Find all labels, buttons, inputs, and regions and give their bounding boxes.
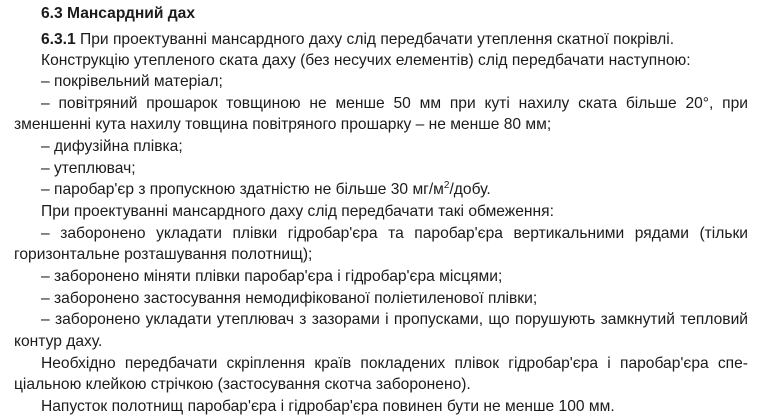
restriction-vertical-rows-line1: – заборонено укладати плівки гідробар'єра та паробар'єра вертикальними рядами (тільки <box>41 225 748 242</box>
restriction-vertical-rows-line2: горизонтальне розташування полотнищ); <box>14 246 313 263</box>
restriction-swap-films: – заборонено міняти плівки паробар'єра і гідробар'єра місцями; <box>41 268 503 285</box>
restriction-gaps-line1: – заборонено укладати утеплювач з зазорами і пропусками, що порушують замкнутий тепловий <box>41 311 748 328</box>
restrictions-intro: При проектуванні мансардного даху слід передбачати такі обмеження: <box>41 203 554 220</box>
vapor-barrier-unit: /добу. <box>449 181 491 198</box>
roof-construction-intro: Конструкцію утепленого ската даху (без несучих елементів) слід передбачати наступною: <box>41 52 691 69</box>
vapor-barrier-text: – паробар'єр з пропускною здатністю не більше 30 мг/м <box>41 181 444 198</box>
edges-paragraph-line2: ціальною клейкою стрічкою (застосування скотча заборонено). <box>14 376 471 393</box>
overlap-paragraph: Напусток полотнищ паробар'єра і гідробар'єра повинен бути не менше 100 мм. <box>41 398 615 415</box>
list-item-air-gap-line1: – повітряний прошарок товщиною не менше 50 мм при куті нахилу ската більше 20°, при <box>41 95 748 112</box>
edges-paragraph-line1: Необхідно передбачати скріплення країв покладених плівок гідробар'єра і паробар'єра спе- <box>41 355 748 372</box>
list-item-diffusion-membrane: – дифузійна плівка; <box>41 138 183 155</box>
clause-text: При проектуванні мансардного даху слід передбачати утеплення скатної покрівлі. <box>80 31 675 48</box>
clause-first-line <box>41 31 674 49</box>
section-title: 6.3 Мансардний дах <box>41 5 196 22</box>
restriction-polyethylene: – заборонено застосування немодифікованої поліетиленової плівки; <box>41 290 538 307</box>
list-item-air-gap-line2: зменшенні кута нахилу товщина повітряного прошарку – не менше 80 мм; <box>14 116 552 133</box>
superscript-two: 2 <box>443 180 450 191</box>
clause-number: 6.3.1 <box>41 31 76 48</box>
list-item-vapor-barrier <box>41 181 491 199</box>
list-item-insulation: – утеплювач; <box>41 160 136 177</box>
list-item-roofing-material: – покрівельний матеріал; <box>41 73 223 90</box>
restriction-gaps-line2: контур даху. <box>14 333 103 350</box>
